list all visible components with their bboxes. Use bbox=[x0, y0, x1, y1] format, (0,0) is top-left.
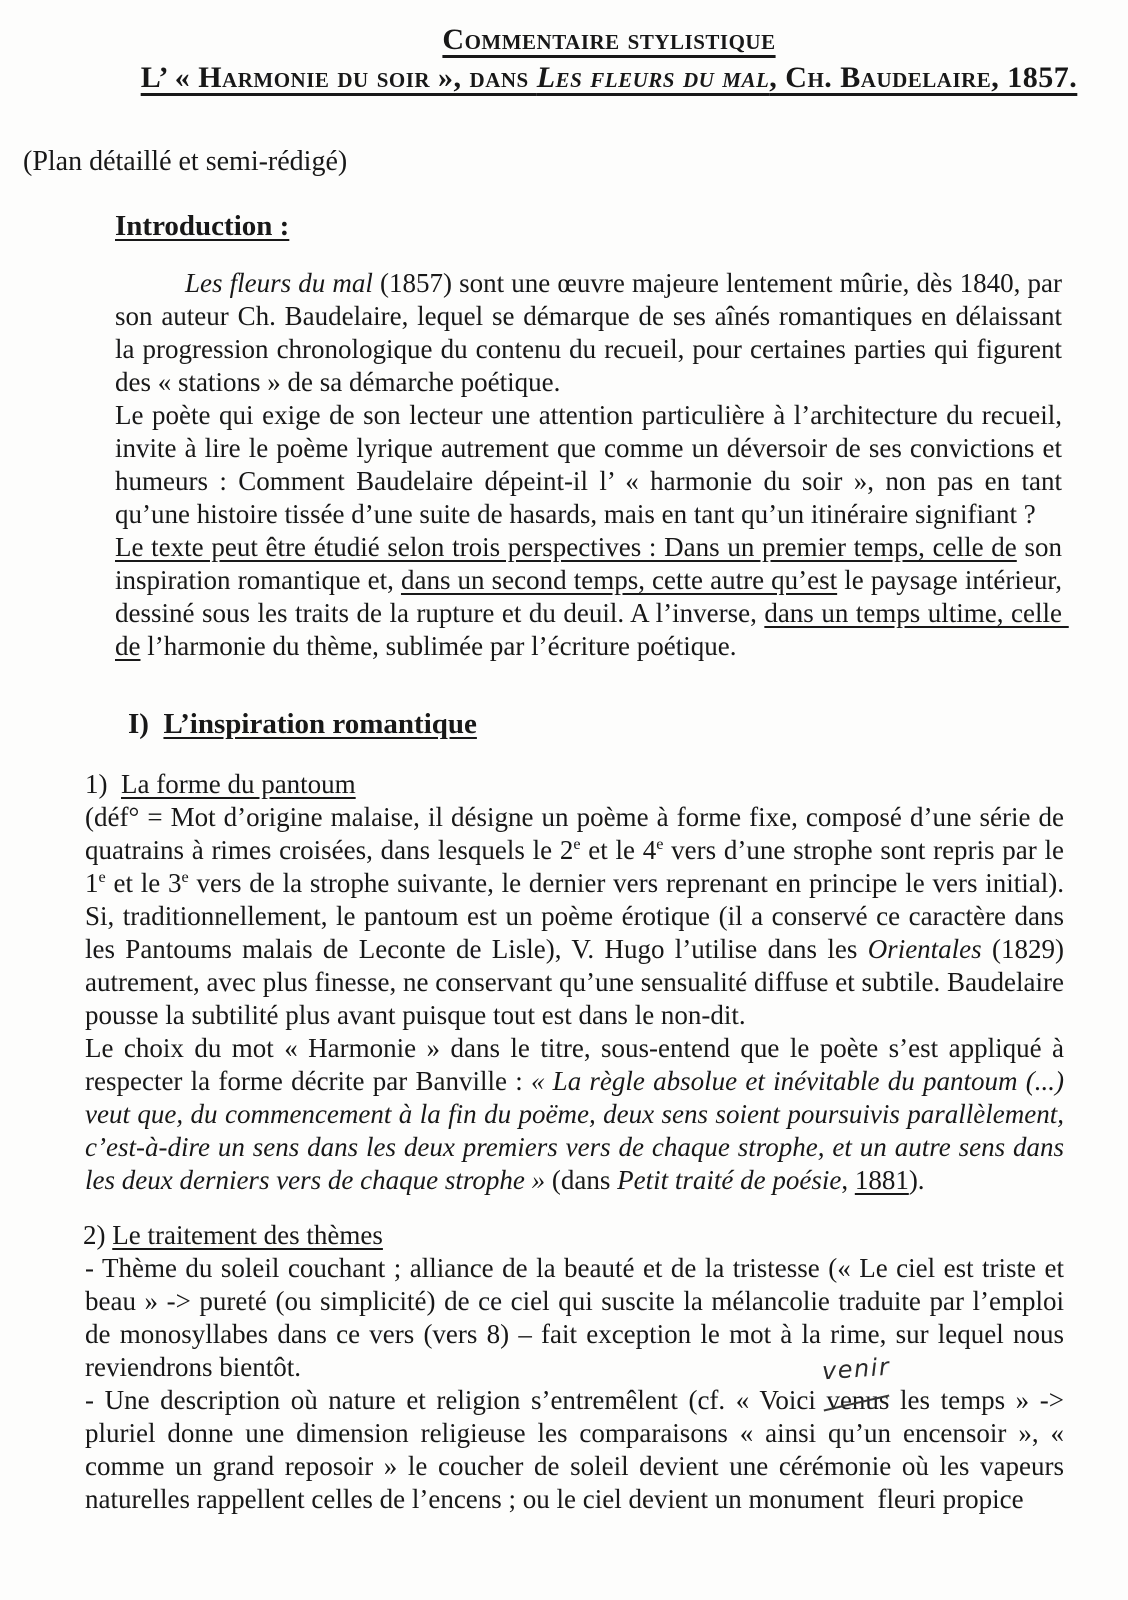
text-run: vers de la strophe suivante, le dernier vers reprenant en principe le vers initial). Si, traditionnellement, le pantoum est un poème érotique (il a conservé ce caractère dans les Pantoums malais de Leconte de Lisle), V. Hugo l’utilise dans les bbox=[85, 868, 1071, 964]
text-run: (1829) autrement, avec plus finesse, ne conservant qu’une sensualité diffuse et subtile. Baudelaire pousse la subtilité plus avant puisque tout est dans le non-dit. bbox=[85, 934, 1071, 1030]
text-run: dans un second temps, cette autre qu’est bbox=[400, 565, 838, 595]
text-run: Le traitement des thèmes bbox=[112, 1220, 383, 1250]
text-run: I) bbox=[128, 708, 164, 740]
intro-paragraph-1 bbox=[115, 267, 1069, 399]
text-run: Le texte peut être étudié selon trois perspectives : Dans un premier temps, celle de bbox=[115, 532, 1017, 562]
nature-religion-paragraph bbox=[85, 1352, 1071, 1516]
text-run: Le choix du mot « Harmonie » dans le titre, sous-entend que le poète s’est appliqué à respecter la forme décrite par Banville : bbox=[85, 1033, 1071, 1096]
text-run: - Une description où nature et religion s’entremêlent (cf. « Voici bbox=[85, 1385, 827, 1415]
handwritten-correction: venir bbox=[821, 1352, 892, 1386]
text-run: e bbox=[656, 835, 664, 853]
section-1-heading bbox=[128, 707, 1064, 741]
text-run: (dans bbox=[545, 1165, 618, 1195]
text-run: La forme du pantoum bbox=[121, 769, 356, 799]
text-run: Le poète qui exige de son lecteur une attention particulière à l’architecture du recueil, invite à lire le poème lyrique autrement que comme un déversoir de ses convictions et humeurs : Comment Baudelaire dépeint-il l’ « harmonie du soir », non pas en tant qu’une histoire tissée d’une suite de hasards, mais en tant qu’un itinéraire signifiant ? bbox=[115, 400, 1069, 529]
text-run: (1857) sont une œuvre majeure lentement mûrie, dès 1840, par son auteur Ch. Baudelaire, lequel se démarque de ses aînés romantiques en délaissant la progression chronologique du contenu du recueil, pour certaines parties qui figurent des « stations » de sa démarche poétique. bbox=[115, 268, 1069, 397]
text-run: L’inspiration romantique bbox=[163, 708, 477, 740]
text-run: le paysage intérieur, dessiné sous les traits de la rupture et du deuil. A l’inverse, bbox=[115, 565, 1069, 628]
text-run: l’harmonie du thème, sublimée par l’écriture poétique. bbox=[140, 631, 737, 661]
text-run: et le 4 bbox=[580, 835, 657, 865]
text-run: e bbox=[573, 835, 581, 853]
text-run: (Plan détaillé et semi-rédigé) bbox=[23, 146, 348, 177]
pantoum-definition-paragraph bbox=[85, 801, 1071, 1032]
text-run: vers d’une strophe sont repris par le 1 bbox=[85, 835, 1071, 898]
text-run: Orientales bbox=[867, 934, 982, 964]
text-run: Commentaire stylistique bbox=[442, 23, 776, 56]
text-run: Petit traité de poésie bbox=[617, 1165, 842, 1195]
banville-quote-paragraph bbox=[85, 1032, 1071, 1197]
theme-soleil-couchant-paragraph bbox=[85, 1252, 1071, 1384]
plan-note bbox=[23, 145, 1062, 179]
doc-title-line2 bbox=[90, 60, 1128, 95]
text-run: « La règle absolue et inévitable du pantoum (...) veut que, du commencement à la fin du poëme, deux sens soient poursuivis parallèlement, c’est-à-dire un sens dans les deux premiers vers de chaque strophe, et un autre sens dans les deux derniers vers de chaque strophe » bbox=[85, 1066, 1071, 1195]
text-run: Introduction : bbox=[115, 210, 290, 242]
text-run: L’ « Harmonie du soir », dans bbox=[140, 61, 537, 94]
text-run: 2) bbox=[83, 1220, 113, 1250]
text-run: les temps » -> pluriel donne une dimension religieuse les comparaisons « ainsi qu’un encensoir », « comme un grand reposoir » le coucher de soleil devient une cérémonie où les vapeurs naturelles rappellent celles de l’encens ; ou le ciel devient un monument fleuri propice bbox=[85, 1385, 1071, 1514]
text-run: Les fleurs du mal bbox=[185, 268, 373, 298]
intro-heading bbox=[115, 209, 1062, 243]
text-run: Les fleurs du mal bbox=[536, 61, 770, 94]
text-run: e bbox=[181, 868, 189, 886]
text-run: et le 3 bbox=[105, 868, 182, 898]
text-run: ). bbox=[908, 1165, 925, 1195]
intro-paragraph-3-plan-annonce bbox=[115, 531, 1069, 663]
struck-word: venus venir bbox=[821, 1352, 892, 1415]
text-run: , Ch. Baudelaire, 1857. bbox=[769, 61, 1078, 94]
subsection-1-heading bbox=[85, 768, 1064, 801]
text-run: son inspiration romantique et, bbox=[115, 532, 1069, 595]
text-run: - Thème du soleil couchant ; alliance de la beauté et de la tristesse (« Le ciel est triste et beau » -> pureté (ou simplicité) de ce ciel qui suscite la mélancolie traduite par l’emploi de monosyllabes dans ce vers (vers 8) – fait exception le mot à la rime, sur lequel nous reviendrons bientôt. bbox=[85, 1253, 1071, 1382]
text-run: (déf° = Mot d’origine malaise, il désigne un poème à forme fixe, composé d’une série de quatrains à rimes croisées, dans lesquels le 2 bbox=[85, 802, 1071, 865]
intro-paragraph-2 bbox=[115, 399, 1069, 531]
doc-title-line1 bbox=[90, 22, 1128, 57]
subsection-2-heading bbox=[83, 1219, 1064, 1252]
text-run: , bbox=[841, 1165, 855, 1195]
text-run: dans un temps ultime, celle de bbox=[115, 598, 1069, 661]
text-run: e bbox=[98, 868, 106, 886]
text-run: 1) bbox=[85, 769, 121, 799]
text-run: 1881 bbox=[854, 1165, 909, 1195]
